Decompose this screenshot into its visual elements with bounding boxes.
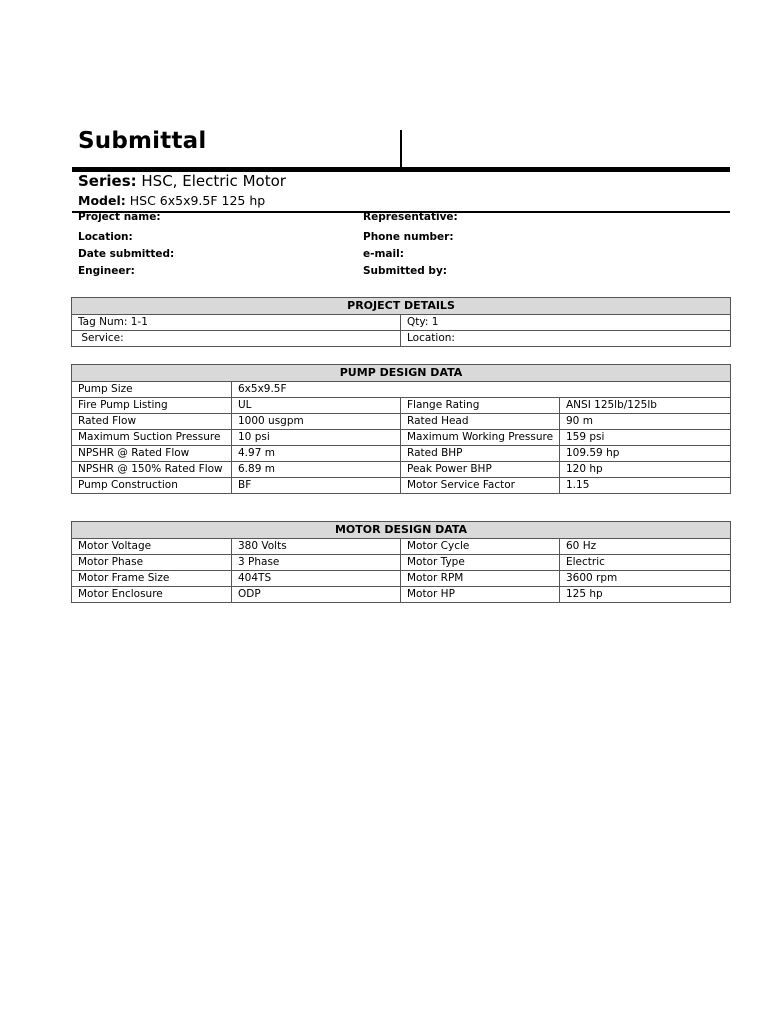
table-cell: Motor Phase	[72, 555, 232, 571]
service-cell: Service:	[72, 331, 401, 347]
table-cell: Motor Enclosure	[72, 587, 232, 603]
table-cell: ODP	[232, 587, 401, 603]
table-cell: Fire Pump Listing	[72, 398, 232, 414]
table-cell: Electric	[560, 555, 731, 571]
table-cell: Motor Frame Size	[72, 571, 232, 587]
title-divider	[400, 130, 402, 167]
table-cell: 3 Phase	[232, 555, 401, 571]
table-cell: Motor Cycle	[401, 539, 560, 555]
table-cell: Motor Service Factor	[401, 478, 560, 494]
table-row	[72, 331, 731, 347]
table-row	[72, 539, 731, 555]
table-cell: Rated Head	[401, 414, 560, 430]
page-title: Submittal	[78, 128, 207, 154]
table-cell: UL	[232, 398, 401, 414]
location-label: Location:	[78, 231, 133, 243]
table-row	[72, 478, 731, 494]
table-cell: Motor HP	[401, 587, 560, 603]
table-cell: 3600 rpm	[560, 571, 731, 587]
table-row	[72, 414, 731, 430]
table-row	[72, 555, 731, 571]
pump-design-table	[71, 364, 731, 494]
pump-design-header: PUMP DESIGN DATA	[72, 365, 731, 382]
table-cell: 404TS	[232, 571, 401, 587]
table-cell: Flange Rating	[401, 398, 560, 414]
model-line	[78, 193, 265, 208]
date-submitted-label: Date submitted:	[78, 248, 175, 260]
engineer-label: Engineer:	[78, 265, 135, 277]
table-cell: Maximum Suction Pressure	[72, 430, 232, 446]
table-row	[72, 382, 731, 398]
table-cell: 109.59 hp	[560, 446, 731, 462]
qty-cell: Qty: 1	[401, 315, 731, 331]
table-cell: Peak Power BHP	[401, 462, 560, 478]
email-label: e-mail:	[363, 248, 404, 260]
table-row	[72, 587, 731, 603]
table-row	[72, 430, 731, 446]
table-cell: Pump Construction	[72, 478, 232, 494]
table-cell: 10 psi	[232, 430, 401, 446]
table-row	[72, 462, 731, 478]
series-line	[78, 172, 286, 190]
table-cell: 159 psi	[560, 430, 731, 446]
table-cell: NPSHR @ Rated Flow	[72, 446, 232, 462]
project-name-label: Project name:	[78, 211, 161, 223]
table-row	[72, 571, 731, 587]
table-cell: BF	[232, 478, 401, 494]
submitted-by-label: Submitted by:	[363, 265, 447, 277]
table-row	[72, 446, 731, 462]
table-cell: 380 Volts	[232, 539, 401, 555]
table-cell: Motor Voltage	[72, 539, 232, 555]
phone-number-label: Phone number:	[363, 231, 454, 243]
table-cell: 4.97 m	[232, 446, 401, 462]
table-cell: 60 Hz	[560, 539, 731, 555]
table-cell: 90 m	[560, 414, 731, 430]
table-cell: 120 hp	[560, 462, 731, 478]
representative-label: Representative:	[363, 211, 458, 223]
table-row	[72, 315, 731, 331]
table-cell: 1.15	[560, 478, 731, 494]
table-cell: Maximum Working Pressure	[401, 430, 560, 446]
table-cell: Motor RPM	[401, 571, 560, 587]
model-value: HSC 6x5x9.5F 125 hp	[129, 193, 266, 208]
table-row	[72, 398, 731, 414]
project-details-table	[71, 297, 731, 347]
series-value: HSC, Electric Motor	[141, 172, 286, 190]
motor-design-header: MOTOR DESIGN DATA	[72, 522, 731, 539]
location-cell: Location:	[401, 331, 731, 347]
motor-design-table	[71, 521, 731, 603]
table-cell: Rated BHP	[401, 446, 560, 462]
pump-size-label: Pump Size	[72, 382, 232, 398]
table-cell: 125 hp	[560, 587, 731, 603]
model-label: Model:	[78, 193, 126, 208]
table-cell: NPSHR @ 150% Rated Flow	[72, 462, 232, 478]
table-cell: 6.89 m	[232, 462, 401, 478]
table-cell: Motor Type	[401, 555, 560, 571]
table-cell: Rated Flow	[72, 414, 232, 430]
table-cell: ANSI 125lb/125lb	[560, 398, 731, 414]
table-cell: 1000 usgpm	[232, 414, 401, 430]
project-details-header: PROJECT DETAILS	[72, 298, 731, 315]
pump-size-value: 6x5x9.5F	[232, 382, 731, 398]
series-label: Series:	[78, 172, 137, 190]
tag-num-cell: Tag Num: 1-1	[72, 315, 401, 331]
